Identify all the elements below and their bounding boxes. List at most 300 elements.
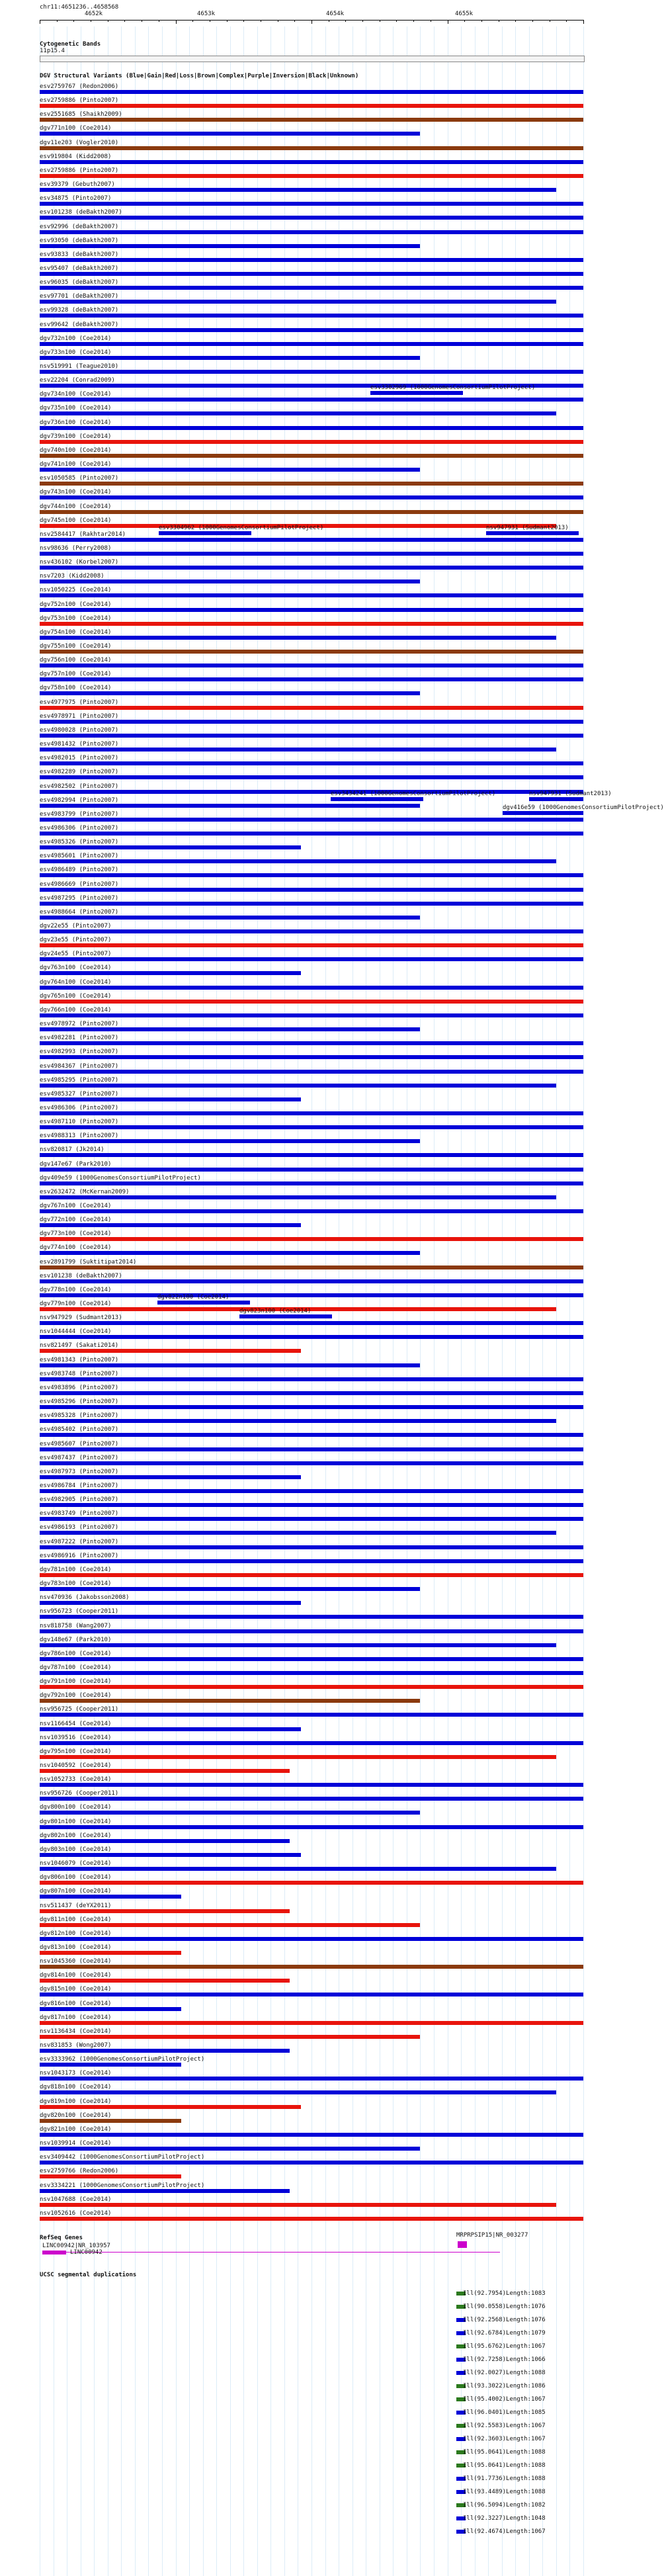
variant-bar[interactable] bbox=[40, 2090, 556, 2094]
variant-label[interactable]: dgv772n100 (Coe2014) bbox=[40, 1217, 112, 1223]
variant-bar[interactable] bbox=[40, 1000, 583, 1004]
variant-label[interactable]: esv2632472 (McKernan2009) bbox=[40, 1189, 130, 1195]
variant-bar[interactable] bbox=[40, 650, 583, 654]
variant-bar[interactable] bbox=[40, 1181, 583, 1185]
variant-label[interactable]: dgv812n100 (Coe2014) bbox=[40, 1930, 112, 1937]
variant-bar[interactable] bbox=[40, 566, 583, 570]
variant-label[interactable]: dgv800n100 (Coe2014) bbox=[40, 1804, 112, 1811]
variant-bar[interactable] bbox=[40, 1363, 420, 1367]
variant-label[interactable]: esv4987437 (Pinto2007) bbox=[40, 1455, 119, 1461]
segdup-label[interactable]: Ill(92.2568)Length:1076 bbox=[463, 2317, 546, 2323]
variant-label[interactable]: esv4986669 (Pinto2007) bbox=[40, 881, 119, 888]
variant-label[interactable]: dgv771n100 (Coe2014) bbox=[40, 125, 112, 132]
variant-label[interactable]: dgv815n100 (Coe2014) bbox=[40, 1986, 112, 1993]
variant-label[interactable]: esv4983896 (Pinto2007) bbox=[40, 1385, 119, 1391]
variant-label[interactable]: dgv818n100 (Coe2014) bbox=[40, 2084, 112, 2090]
refseq-track-title[interactable]: RefSeq Genes bbox=[40, 2235, 83, 2241]
variant-bar[interactable] bbox=[40, 1769, 290, 1773]
variant-bar[interactable] bbox=[40, 1013, 583, 1017]
variant-label[interactable]: dgv792n100 (Coe2014) bbox=[40, 1692, 112, 1699]
variant-label[interactable]: nsv1052733 (Coe2014) bbox=[40, 1776, 112, 1783]
variant-bar[interactable] bbox=[40, 1671, 583, 1675]
variant-label[interactable]: esv4982993 (Pinto2007) bbox=[40, 1049, 119, 1055]
variant-label[interactable]: dgv744n100 (Coe2014) bbox=[40, 503, 112, 510]
gene-exon[interactable] bbox=[458, 2241, 467, 2248]
variant-bar[interactable] bbox=[40, 2203, 556, 2207]
variant-label[interactable]: dgv756n100 (Coe2014) bbox=[40, 657, 112, 664]
variant-bar[interactable] bbox=[40, 202, 583, 206]
variant-label[interactable]: dgv739n100 (Coe2014) bbox=[40, 433, 112, 440]
variant-bar[interactable] bbox=[40, 1097, 301, 1101]
variant-bar[interactable] bbox=[40, 1685, 583, 1689]
variant-bar[interactable] bbox=[40, 244, 420, 248]
variant-label[interactable]: esv4987222 (Pinto2007) bbox=[40, 1539, 119, 1545]
variant-bar[interactable] bbox=[40, 370, 583, 374]
variant-label[interactable]: dgv767n100 (Coe2014) bbox=[40, 1203, 112, 1209]
variant-label[interactable]: esv3409442 (1000GenomesConsortiumPilotProject) bbox=[40, 2154, 205, 2161]
variant-label[interactable]: esv92996 (deBakth2007) bbox=[40, 224, 119, 230]
variant-bar[interactable] bbox=[40, 1266, 583, 1269]
variant-bar[interactable] bbox=[40, 1517, 583, 1521]
variant-bar[interactable] bbox=[40, 90, 583, 94]
variant-bar[interactable] bbox=[40, 1335, 583, 1339]
variant-bar[interactable] bbox=[40, 677, 583, 681]
variant-bar[interactable] bbox=[40, 132, 420, 136]
variant-bar[interactable] bbox=[40, 174, 583, 178]
variant-label[interactable]: dgv24e55 (Pinto2007) bbox=[40, 951, 112, 957]
variant-label[interactable]: esv2759766 (Redon2006) bbox=[40, 2168, 119, 2174]
segdup-label[interactable]: Ill(95.6762)Length:1067 bbox=[463, 2343, 546, 2350]
variant-label[interactable]: dgv819n100 (Coe2014) bbox=[40, 2098, 112, 2105]
variant-label[interactable]: esv4982289 (Pinto2007) bbox=[40, 769, 119, 775]
variant-bar[interactable] bbox=[40, 286, 583, 290]
variant-bar[interactable] bbox=[40, 943, 583, 947]
variant-label[interactable]: dgv763n100 (Coe2014) bbox=[40, 965, 112, 971]
variant-label[interactable]: nsv1052616 (Coe2014) bbox=[40, 2210, 112, 2217]
variant-bar[interactable] bbox=[40, 1853, 301, 1857]
variant-bar[interactable] bbox=[40, 2174, 181, 2178]
variant-bar[interactable] bbox=[40, 636, 556, 640]
variant-label[interactable]: esv1050585 (Pinto2007) bbox=[40, 475, 119, 482]
variant-label[interactable]: nsv820817 (Jk2014) bbox=[40, 1146, 104, 1153]
variant-bar[interactable] bbox=[40, 1503, 583, 1507]
segdup-label[interactable]: Ill(91.7736)Length:1088 bbox=[463, 2475, 546, 2482]
variant-label[interactable]: nsv818758 (Wang2007) bbox=[40, 1623, 112, 1629]
variant-label[interactable]: nsv1040592 (Coe2014) bbox=[40, 1762, 112, 1769]
variant-label[interactable]: dgv773n100 (Coe2014) bbox=[40, 1230, 112, 1237]
variant-bar[interactable] bbox=[40, 356, 420, 360]
variant-bar[interactable] bbox=[40, 1070, 583, 1074]
variant-label[interactable]: esv4985328 (Pinto2007) bbox=[40, 1412, 119, 1419]
variant-bar[interactable] bbox=[40, 1699, 420, 1703]
variant-bar[interactable] bbox=[40, 1867, 556, 1871]
variant-label[interactable]: esv34875 (Pinto2007) bbox=[40, 195, 112, 202]
variant-label[interactable]: esv4985327 (Pinto2007) bbox=[40, 1091, 119, 1097]
variant-label[interactable]: esv4986916 (Pinto2007) bbox=[40, 1553, 119, 1559]
gene-label[interactable]: MRPRPSIP15|NR_003277 bbox=[456, 2232, 528, 2239]
variant-label[interactable]: esv99328 (deBakth2007) bbox=[40, 307, 119, 314]
variant-label[interactable]: dgv752n100 (Coe2014) bbox=[40, 601, 112, 608]
segdup-label[interactable]: Ill(90.0558)Length:1076 bbox=[463, 2303, 546, 2310]
variant-bar[interactable] bbox=[40, 440, 583, 444]
variant-bar[interactable] bbox=[40, 580, 420, 583]
variant-label[interactable]: esv95407 (deBakth2007) bbox=[40, 265, 119, 272]
segdup-label[interactable]: Ill(95.0641)Length:1088 bbox=[463, 2449, 546, 2456]
variant-label[interactable]: esv2759886 (Pinto2007) bbox=[40, 97, 119, 104]
variant-bar[interactable] bbox=[40, 2063, 181, 2067]
variant-bar[interactable] bbox=[40, 761, 583, 765]
variant-bar[interactable] bbox=[40, 790, 583, 794]
variant-label[interactable]: nsv956725 (Cooper2011) bbox=[40, 1706, 119, 1713]
segdup-track-title[interactable]: UCSC segmental duplications bbox=[40, 2272, 137, 2278]
variant-label[interactable]: esv4985295 (Pinto2007) bbox=[40, 1077, 119, 1084]
variant-bar[interactable] bbox=[40, 1251, 420, 1255]
variant-bar[interactable] bbox=[40, 1125, 583, 1129]
variant-label[interactable]: nsv1039516 (Coe2014) bbox=[40, 1735, 112, 1741]
variant-label[interactable]: dgv791n100 (Coe2014) bbox=[40, 1678, 112, 1685]
variant-bar[interactable] bbox=[40, 538, 583, 542]
cytoband-track-title[interactable]: Cytogenetic Bands bbox=[40, 41, 101, 48]
variant-bar[interactable] bbox=[40, 188, 556, 192]
segdup-label[interactable]: Ill(95.0641)Length:1088 bbox=[463, 2462, 546, 2469]
variant-label[interactable]: nsv1044444 (Coe2014) bbox=[40, 1328, 112, 1335]
gene-exon[interactable] bbox=[42, 2251, 66, 2254]
variant-bar[interactable] bbox=[40, 1937, 583, 1941]
variant-label[interactable]: esv2891799 (Suktitipat2014) bbox=[40, 1259, 137, 1266]
variant-bar[interactable] bbox=[40, 1811, 420, 1815]
variant-bar[interactable] bbox=[40, 1951, 181, 1955]
variant-bar[interactable] bbox=[40, 929, 583, 933]
variant-label[interactable]: esv4986193 (Pinto2007) bbox=[40, 1524, 119, 1531]
segdup-label[interactable]: Ill(92.6784)Length:1079 bbox=[463, 2330, 546, 2337]
variant-label[interactable]: esv2759886 (Pinto2007) bbox=[40, 167, 119, 174]
variant-bar[interactable] bbox=[486, 531, 579, 535]
variant-bar[interactable] bbox=[40, 426, 583, 430]
segdup-label[interactable]: Ill(92.3603)Length:1067 bbox=[463, 2436, 546, 2442]
variant-label[interactable]: dgv416e59 (1000GenomesConsortiumPilotProject) bbox=[503, 804, 664, 811]
variant-label[interactable]: dgv787n100 (Coe2014) bbox=[40, 1664, 112, 1671]
variant-label[interactable]: dgv795n100 (Coe2014) bbox=[40, 1748, 112, 1755]
variant-label[interactable]: dgv734n100 (Coe2014) bbox=[40, 391, 112, 398]
variant-label[interactable]: dgv820n100 (Coe2014) bbox=[40, 2112, 112, 2119]
variant-label[interactable]: esv3302969 (1000GenomesConsortiumPilotProject) bbox=[370, 384, 536, 391]
variant-bar[interactable] bbox=[40, 1111, 583, 1115]
variant-bar[interactable] bbox=[157, 1301, 250, 1305]
variant-label[interactable]: esv4977975 (Pinto2007) bbox=[40, 699, 119, 706]
segdup-label[interactable]: Ill(92.7258)Length:1066 bbox=[463, 2356, 546, 2363]
variant-bar[interactable] bbox=[40, 118, 583, 122]
variant-bar[interactable] bbox=[40, 411, 556, 415]
variant-label[interactable]: dgv816n100 (Coe2014) bbox=[40, 2000, 112, 2007]
variant-label[interactable]: esv93833 (deBakth2007) bbox=[40, 251, 119, 258]
variant-label[interactable]: esv3304962 (1000GenomesConsortiumPilotProject) bbox=[159, 525, 324, 531]
variant-label[interactable]: dgv740n100 (Coe2014) bbox=[40, 447, 112, 454]
variant-bar[interactable] bbox=[40, 818, 583, 822]
variant-bar[interactable] bbox=[40, 845, 301, 849]
segdup-label[interactable]: Ill(92.7954)Length:1083 bbox=[463, 2290, 546, 2297]
variant-label[interactable]: dgv811n100 (Coe2014) bbox=[40, 1916, 112, 1923]
variant-label[interactable]: esv4986489 (Pinto2007) bbox=[40, 867, 119, 873]
variant-label[interactable]: esv99642 (deBakth2007) bbox=[40, 322, 119, 328]
variant-bar[interactable] bbox=[40, 1321, 583, 1325]
variant-label[interactable]: dgv147e67 (Park2010) bbox=[40, 1161, 112, 1168]
variant-bar[interactable] bbox=[40, 2049, 290, 2053]
variant-label[interactable]: dgv745n100 (Coe2014) bbox=[40, 517, 112, 524]
variant-bar[interactable] bbox=[159, 531, 251, 535]
variant-bar[interactable] bbox=[40, 468, 420, 472]
variant-bar[interactable] bbox=[40, 2147, 420, 2151]
variant-label[interactable]: esv39379 (Gebuth2007) bbox=[40, 181, 115, 188]
variant-bar[interactable] bbox=[40, 1168, 583, 1172]
variant-bar[interactable] bbox=[40, 1993, 583, 1996]
variant-label[interactable]: dgv409e59 (1000GenomesConsortiumPilotProject) bbox=[40, 1175, 201, 1181]
variant-label[interactable]: dgv807n100 (Coe2014) bbox=[40, 1888, 112, 1895]
variant-bar[interactable] bbox=[40, 1419, 556, 1423]
variant-label[interactable]: dgv754n100 (Coe2014) bbox=[40, 629, 112, 636]
variant-label[interactable]: esv96035 (deBakth2007) bbox=[40, 279, 119, 286]
variant-label[interactable]: dgv23e55 (Pinto2007) bbox=[40, 937, 112, 943]
variant-label[interactable]: nsv1166454 (Coe2014) bbox=[40, 1721, 112, 1727]
variant-bar[interactable] bbox=[40, 775, 583, 779]
variant-bar[interactable] bbox=[40, 1027, 420, 1031]
variant-label[interactable]: nsv956726 (Cooper2011) bbox=[40, 1790, 119, 1797]
variant-bar[interactable] bbox=[40, 1293, 583, 1297]
variant-bar[interactable] bbox=[40, 272, 583, 276]
variant-label[interactable]: nsv821497 (Sakati2014) bbox=[40, 1342, 119, 1349]
variant-label[interactable]: dgv735n100 (Coe2014) bbox=[40, 405, 112, 411]
variant-bar[interactable] bbox=[40, 2035, 420, 2039]
variant-bar[interactable] bbox=[40, 804, 420, 808]
variant-label[interactable]: esv4982281 (Pinto2007) bbox=[40, 1035, 119, 1041]
variant-bar[interactable] bbox=[40, 1475, 301, 1479]
segdup-label[interactable]: Ill(92.3227)Length:1048 bbox=[463, 2515, 546, 2522]
variant-label[interactable]: nsv1043173 (Coe2014) bbox=[40, 2070, 112, 2077]
variant-label[interactable]: nsv470936 (Jakobsson2008) bbox=[40, 1594, 130, 1601]
variant-label[interactable]: dgv11e203 (Vogler2010) bbox=[40, 140, 119, 146]
variant-label[interactable]: dgv765n100 (Coe2014) bbox=[40, 993, 112, 1000]
variant-bar[interactable] bbox=[40, 328, 583, 332]
segdup-label[interactable]: Ill(93.4489)Length:1088 bbox=[463, 2489, 546, 2495]
variant-bar[interactable] bbox=[370, 391, 463, 395]
variant-bar[interactable] bbox=[40, 1923, 420, 1927]
variant-label[interactable]: dgv781n100 (Coe2014) bbox=[40, 1567, 112, 1573]
variant-label[interactable]: nsv1046079 (Coe2014) bbox=[40, 1860, 112, 1867]
variant-label[interactable]: dgv766n100 (Coe2014) bbox=[40, 1007, 112, 1013]
variant-bar[interactable] bbox=[40, 1433, 583, 1437]
variant-label[interactable]: esv4987973 (Pinto2007) bbox=[40, 1469, 119, 1475]
variant-bar[interactable] bbox=[40, 2077, 583, 2081]
variant-label[interactable]: dgv774n100 (Coe2014) bbox=[40, 1244, 112, 1251]
variant-bar[interactable] bbox=[40, 2007, 181, 2011]
variant-label[interactable]: dgv741n100 (Coe2014) bbox=[40, 461, 112, 468]
variant-bar[interactable] bbox=[40, 873, 583, 877]
variant-bar[interactable] bbox=[40, 342, 583, 346]
variant-label[interactable]: esv2759767 (Redon2006) bbox=[40, 83, 119, 90]
variant-label[interactable]: nsv519991 (Teague2010) bbox=[40, 363, 119, 370]
variant-bar[interactable] bbox=[40, 593, 583, 597]
variant-label[interactable]: esv101238 (deBakth2007) bbox=[40, 1273, 122, 1279]
variant-bar[interactable] bbox=[40, 1279, 583, 1283]
variant-bar[interactable] bbox=[40, 691, 420, 695]
variant-bar[interactable] bbox=[40, 146, 583, 150]
variant-label[interactable]: esv4978971 (Pinto2007) bbox=[40, 713, 119, 720]
variant-bar[interactable] bbox=[40, 482, 583, 486]
variant-bar[interactable] bbox=[529, 797, 583, 801]
variant-label[interactable]: nsv947929 (Sudmant2013) bbox=[40, 1314, 122, 1321]
variant-bar[interactable] bbox=[40, 1349, 301, 1353]
variant-label[interactable]: esv4985402 (Pinto2007) bbox=[40, 1426, 119, 1433]
variant-label[interactable]: esv3334221 (1000GenomesConsortiumPilotProject) bbox=[40, 2182, 205, 2189]
variant-label[interactable]: dgv22e55 (Pinto2007) bbox=[40, 923, 112, 929]
variant-bar[interactable] bbox=[40, 1377, 583, 1381]
variant-bar[interactable] bbox=[40, 957, 583, 961]
variant-label[interactable]: nsv1045360 (Coe2014) bbox=[40, 1958, 112, 1965]
segdup-label[interactable]: Ill(93.3022)Length:1086 bbox=[463, 2383, 546, 2389]
variant-bar[interactable] bbox=[40, 971, 301, 975]
variant-bar[interactable] bbox=[40, 1839, 290, 1843]
variant-label[interactable]: esv4986306 (Pinto2007) bbox=[40, 825, 119, 832]
variant-label[interactable]: esv4981343 (Pinto2007) bbox=[40, 1357, 119, 1363]
variant-bar[interactable] bbox=[40, 1615, 583, 1619]
variant-bar[interactable] bbox=[40, 2217, 583, 2221]
variant-label[interactable]: dgv757n100 (Coe2014) bbox=[40, 671, 112, 677]
variant-bar[interactable] bbox=[40, 1979, 290, 1983]
variant-bar[interactable] bbox=[40, 1447, 583, 1451]
variant-label[interactable]: dgv753n100 (Coe2014) bbox=[40, 615, 112, 622]
variant-label[interactable]: esv4982994 (Pinto2007) bbox=[40, 797, 119, 804]
variant-label[interactable]: esv4983799 (Pinto2007) bbox=[40, 811, 119, 818]
variant-bar[interactable] bbox=[40, 1657, 583, 1661]
variant-bar[interactable] bbox=[40, 1601, 301, 1605]
variant-bar[interactable] bbox=[40, 1727, 301, 1731]
variant-bar[interactable] bbox=[40, 1223, 301, 1227]
variant-label[interactable]: dgv764n100 (Coe2014) bbox=[40, 979, 112, 986]
gene-label[interactable]: LINC00942|NR_103957 bbox=[42, 2243, 110, 2249]
variant-bar[interactable] bbox=[40, 622, 583, 626]
variant-bar[interactable] bbox=[40, 1237, 583, 1241]
variant-bar[interactable] bbox=[40, 258, 583, 262]
variant-label[interactable]: dgv786n100 (Coe2014) bbox=[40, 1651, 112, 1657]
variant-bar[interactable] bbox=[40, 1643, 556, 1647]
variant-label[interactable]: esv4978972 (Pinto2007) bbox=[40, 1021, 119, 1027]
variant-bar[interactable] bbox=[40, 1041, 583, 1045]
variant-bar[interactable] bbox=[40, 1629, 583, 1633]
variant-label[interactable]: dgv806n100 (Coe2014) bbox=[40, 1874, 112, 1881]
variant-bar[interactable] bbox=[40, 216, 583, 220]
variant-bar[interactable] bbox=[40, 2133, 583, 2137]
variant-bar[interactable] bbox=[40, 1405, 583, 1409]
variant-label[interactable]: esv4987110 (Pinto2007) bbox=[40, 1119, 119, 1125]
variant-bar[interactable] bbox=[40, 552, 583, 556]
variant-label[interactable]: dgv732n100 (Coe2014) bbox=[40, 335, 112, 342]
variant-bar[interactable] bbox=[40, 1587, 420, 1591]
segdup-label[interactable]: Ill(95.4002)Length:1067 bbox=[463, 2396, 546, 2403]
variant-label[interactable]: nsv2584417 (Rakhtar2014) bbox=[40, 531, 126, 538]
variant-label[interactable]: dgv758n100 (Coe2014) bbox=[40, 685, 112, 691]
variant-label[interactable]: esv4980028 (Pinto2007) bbox=[40, 727, 119, 734]
variant-bar[interactable] bbox=[40, 1391, 583, 1395]
variant-bar[interactable] bbox=[40, 1195, 556, 1199]
variant-bar[interactable] bbox=[40, 1741, 583, 1745]
variant-bar[interactable] bbox=[40, 664, 583, 667]
variant-label[interactable]: esv919804 (Kidd2008) bbox=[40, 153, 112, 160]
variant-bar[interactable] bbox=[503, 811, 583, 815]
variant-label[interactable]: esv4988664 (Pinto2007) bbox=[40, 909, 119, 916]
variant-label[interactable]: esv4984367 (Pinto2007) bbox=[40, 1063, 119, 1070]
variant-bar[interactable] bbox=[40, 1783, 583, 1787]
variant-bar[interactable] bbox=[40, 1573, 583, 1577]
variant-bar[interactable] bbox=[40, 160, 583, 164]
variant-label[interactable]: nsv956723 (Cooper2011) bbox=[40, 1608, 119, 1615]
variant-label[interactable]: esv4982502 (Pinto2007) bbox=[40, 783, 119, 790]
variant-bar[interactable] bbox=[40, 1559, 583, 1563]
variant-label[interactable]: esv4985607 (Pinto2007) bbox=[40, 1441, 119, 1447]
variant-label[interactable]: esv4982905 (Pinto2007) bbox=[40, 1496, 119, 1503]
variant-label[interactable]: nsv831853 (Wong2007) bbox=[40, 2042, 112, 2049]
variant-bar[interactable] bbox=[40, 1531, 556, 1535]
variant-label[interactable]: nsv1047688 (Coe2014) bbox=[40, 2196, 112, 2203]
variant-bar[interactable] bbox=[40, 1797, 583, 1801]
variant-label[interactable]: dgv733n100 (Coe2014) bbox=[40, 349, 112, 356]
variant-label[interactable]: dgv783n100 (Coe2014) bbox=[40, 1580, 112, 1587]
variant-label[interactable]: esv4985296 (Pinto2007) bbox=[40, 1398, 119, 1405]
variant-label[interactable]: dgv779n100 (Coe2014) bbox=[40, 1301, 112, 1307]
variant-label[interactable]: dgv822n100 (Coe2014) bbox=[157, 1294, 229, 1301]
variant-label[interactable]: dgv802n100 (Coe2014) bbox=[40, 1832, 112, 1839]
variant-label[interactable]: esv4986784 (Pinto2007) bbox=[40, 1482, 119, 1489]
variant-bar[interactable] bbox=[40, 720, 583, 724]
variant-bar[interactable] bbox=[40, 1713, 583, 1717]
variant-bar[interactable] bbox=[239, 1314, 332, 1318]
variant-bar[interactable] bbox=[40, 230, 583, 234]
variant-label[interactable]: dgv736n100 (Coe2014) bbox=[40, 419, 112, 426]
variant-bar[interactable] bbox=[40, 1965, 583, 1969]
variant-bar[interactable] bbox=[40, 1489, 583, 1493]
variant-bar[interactable] bbox=[40, 1909, 290, 1913]
segdup-label[interactable]: Ill(92.4674)Length:1067 bbox=[463, 2528, 546, 2535]
variant-label[interactable]: nsv98636 (Perry2008) bbox=[40, 545, 112, 552]
variant-label[interactable]: dgv743n100 (Coe2014) bbox=[40, 489, 112, 495]
variant-label[interactable]: nsv1136434 (Coe2014) bbox=[40, 2028, 112, 2035]
variant-label[interactable]: nsv1039914 (Coe2014) bbox=[40, 2140, 112, 2147]
variant-label[interactable]: nsv511437 (deYX2011) bbox=[40, 1903, 112, 1909]
variant-bar[interactable] bbox=[40, 2105, 301, 2109]
variant-bar[interactable] bbox=[40, 916, 420, 920]
variant-bar[interactable] bbox=[40, 608, 583, 612]
variant-bar[interactable] bbox=[40, 300, 556, 304]
variant-label[interactable]: dgv803n100 (Coe2014) bbox=[40, 1846, 112, 1853]
variant-bar[interactable] bbox=[40, 1755, 556, 1759]
variant-label[interactable]: dgv778n100 (Coe2014) bbox=[40, 1287, 112, 1293]
segdup-label[interactable]: Ill(96.0401)Length:1085 bbox=[463, 2409, 546, 2416]
variant-label[interactable]: esv101238 (deBakth2007) bbox=[40, 209, 122, 216]
segdup-label[interactable]: Ill(92.0027)Length:1088 bbox=[463, 2370, 546, 2376]
variant-bar[interactable] bbox=[40, 1545, 583, 1549]
variant-label[interactable]: esv4987295 (Pinto2007) bbox=[40, 895, 119, 902]
variant-bar[interactable] bbox=[40, 888, 583, 892]
segdup-label[interactable]: Ill(92.5583)Length:1067 bbox=[463, 2423, 546, 2429]
variant-bar[interactable] bbox=[40, 2119, 181, 2123]
variant-label[interactable]: esv22204 (Conrad2009) bbox=[40, 377, 115, 384]
variant-bar[interactable] bbox=[40, 1461, 583, 1465]
variant-bar[interactable] bbox=[40, 104, 583, 108]
variant-label[interactable]: esv2551685 (Shaikh2009) bbox=[40, 111, 122, 118]
variant-label[interactable]: dgv817n100 (Coe2014) bbox=[40, 2014, 112, 2021]
variant-bar[interactable] bbox=[40, 706, 583, 710]
variant-bar[interactable] bbox=[40, 398, 583, 402]
variant-bar[interactable] bbox=[40, 510, 583, 514]
variant-label[interactable]: dgv813n100 (Coe2014) bbox=[40, 1944, 112, 1951]
